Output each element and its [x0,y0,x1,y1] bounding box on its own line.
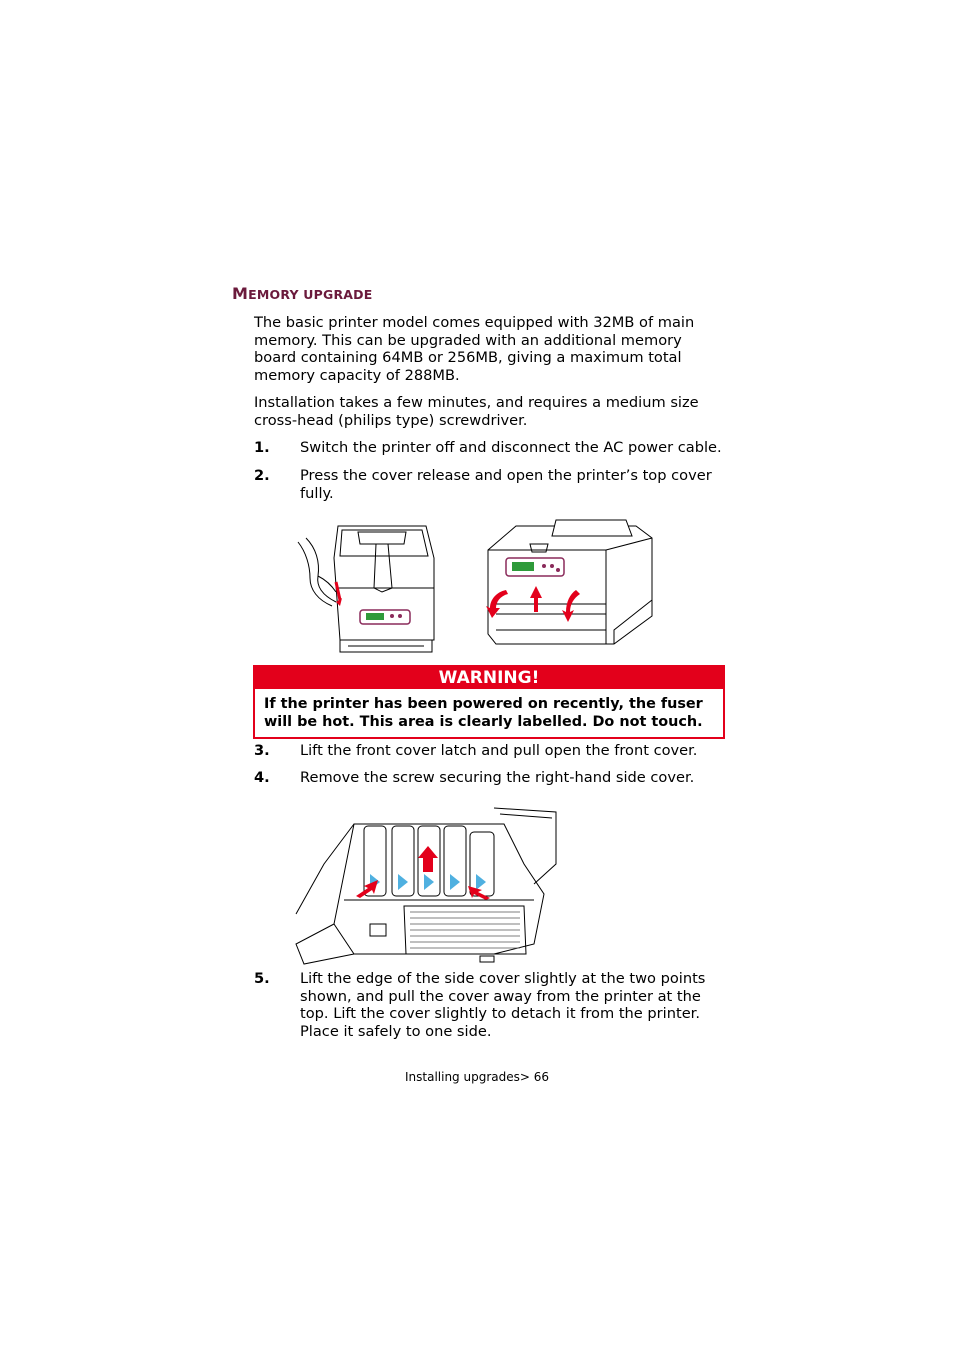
step-number: 1. [254,439,270,456]
step-text: Press the cover release and open the printer’s top cover fully. [300,467,712,502]
step-number: 2. [254,467,270,484]
step-text: Lift the edge of the side cover slightly at the two points shown, and pull the cover away from the printer at the top. Lift the cover slightly to detach it from the printer. Place it safely to one side. [300,970,706,1040]
paragraph-intro: The basic printer model comes equipped with 32MB of main memory. This can be upgraded with an additional memory board containing 64MB or 256MB, giving a maximum total memory capacity of 288MB. [254,314,695,384]
printer-open-drums-illustration [294,804,558,970]
step-number: 5. [254,970,270,987]
heading-initial: M [232,284,249,303]
step-number: 4. [254,769,270,786]
step-text: Switch the printer off and disconnect the AC power cable. [300,439,722,456]
warning-text: If the printer has been powered on recently, the fuser will be hot. This area is clearly labelled. Do not touch. [264,696,703,730]
step-text: Remove the screw securing the right-hand side cover. [300,769,695,786]
printer-front-illustration [486,518,656,658]
heading-rest: EMORY UPGRADE [248,287,373,302]
page-footer: Installing upgrades> 66 [404,1070,549,1084]
warning-title: WARNING! [255,667,723,689]
paragraph-installation: Installation takes a few minutes, and requires a medium size cross-head (philips type) screwdriver. [254,394,699,429]
printer-top-cover-illustration [296,518,436,658]
warning-box [253,665,725,739]
step-text: Lift the front cover latch and pull open the front cover. [300,742,698,759]
step-number: 3. [254,742,270,759]
section-heading [232,284,372,303]
